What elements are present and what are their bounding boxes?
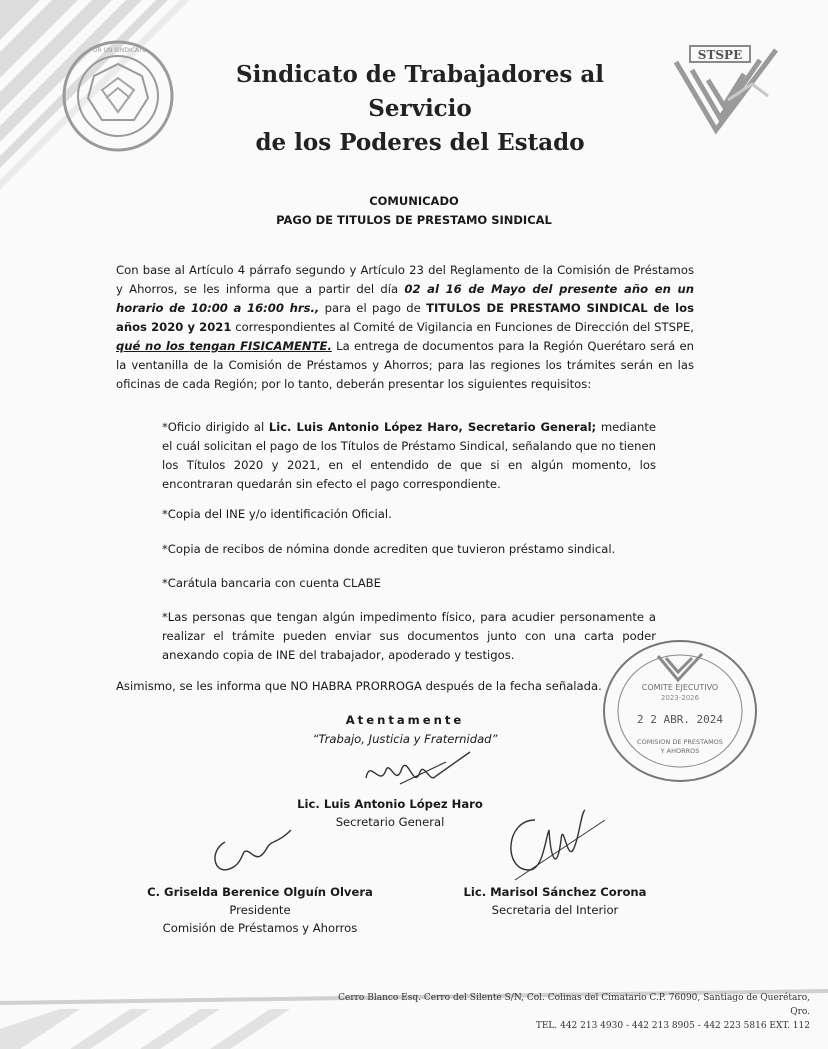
signatory-role: Presidente	[229, 903, 291, 917]
body-text-2: para el pago de	[319, 301, 427, 315]
signatory-role: Secretaria del Interior	[491, 903, 619, 917]
svg-text:Y AHORROS: Y AHORROS	[660, 747, 700, 755]
organization-name-line1: Sindicato de Trabajadores al Servicio	[236, 61, 604, 122]
signatory-sec-general	[260, 795, 520, 831]
requirement-2	[162, 505, 656, 524]
signatory-name: Lic. Marisol Sánchez Corona	[463, 885, 647, 899]
footer-contact	[320, 991, 810, 1033]
valediction	[0, 711, 810, 749]
signature-presidente	[205, 822, 305, 882]
footer-phones: TEL. 442 213 4930 - 442 213 8905 - 442 223 5816 EXT. 112	[535, 1021, 810, 1031]
body-emphasis: qué no los tengan FISICAMENTE.	[116, 339, 332, 353]
signatory-name: C. Griselda Berenice Olguín Olvera	[147, 885, 373, 899]
signatory-commission: Comisión de Préstamos y Ahorros	[162, 921, 358, 935]
requirement-1-c: mediante el cuál solicitan el pago de los Títulos de Préstamo Sindical, señalando que no tienen los Títulos 2020 y 2021, en el entendido de que si en algún momento, los encontraran quedarán sin efecto el pago correspondiente.	[162, 420, 657, 491]
stspe-logo	[672, 40, 782, 140]
requirement-5-text: *Las personas que tengan algún impedimento físico, para acudier personamente a realizar el trámite pueden enviar sus documentos junto con una carta poder anexando copia de INE del trabajador, apoderado y testigos.	[162, 610, 656, 662]
requirement-4-text: *Carátula bancaria con cuenta CLABE	[162, 576, 381, 590]
body-text-3: correspondientes al Comité de Vigilancia en Funciones de Dirección del STSPE,	[231, 320, 694, 334]
signature-sec-general	[360, 748, 480, 798]
organization-name	[185, 58, 655, 160]
requirement-1-addressee: Lic. Luis Antonio López Haro, Secretario General;	[268, 420, 597, 434]
footer-address: Cerro Blanco Esq. Cerro del Silente S/N, Col. Colinas del Cimatario C.P. 76090, Santiago de Querétaro, Qro.	[338, 993, 810, 1017]
requirement-5	[162, 608, 656, 665]
svg-text:2 2 ABR. 2024: 2 2 ABR. 2024	[636, 713, 724, 726]
body-titles: TITULOS DE PRESTAMO SINDICAL de los años 2020 y 2021	[116, 301, 694, 334]
signatory-presidente	[110, 883, 410, 937]
requirement-3	[162, 540, 656, 559]
signatory-role: Secretario General	[335, 815, 445, 829]
svg-text:COMITE EJECUTIVO: COMITE EJECUTIVO	[641, 683, 719, 692]
signatory-sec-interior	[440, 883, 670, 919]
requirement-1-a: *Oficio dirigido al	[162, 420, 269, 434]
body-text-4: La entrega de documentos para la Región Querétaro será en la ventanilla de la Comisión de Préstamos y Ahorros; para las regiones los trámites serán en las oficinas de cada Región; por lo tanto, deberán presentar los siguientes requisitos:	[116, 339, 694, 391]
requirement-4	[162, 574, 656, 593]
communique-subject: PAGO DE TITULOS DE PRESTAMO SINDICAL	[276, 213, 552, 227]
body-paragraph	[116, 261, 694, 394]
body-text-1: Con base al Artículo 4 párrafo segundo y Artículo 23 del Reglamento de la Comisión de Préstamos y Ahorros, se les informa que a partir del día	[116, 263, 694, 296]
svg-text:STSPE: STSPE	[697, 48, 743, 62]
requirement-1	[162, 418, 656, 494]
atentamente: Atentamente	[345, 713, 465, 727]
closing-note: Asimismo, se les informa que NO HABRA PRORROGA después de la fecha señalada.	[116, 679, 602, 693]
requirement-3-text: *Copia de recibos de nómina donde acrediten que tuvieron préstamo sindical.	[162, 542, 616, 556]
svg-text:POR UN SINDICATO: POR UN SINDICATO	[89, 47, 147, 54]
requirement-2-text: *Copia del INE y/o identificación Oficial.	[162, 507, 392, 521]
union-seal	[62, 40, 174, 152]
svg-text:COMISION DE PRESTAMOS: COMISION DE PRESTAMOS	[637, 738, 723, 746]
signatory-name: Lic. Luis Antonio López Haro	[297, 797, 483, 811]
body-dates: 02 al 16 de Mayo del presente año en un horario de 10:00 a 16:00 hrs.,	[116, 282, 695, 315]
communique-label: COMUNICADO	[369, 194, 459, 208]
motto: “Trabajo, Justicia y Fraternidad”	[312, 732, 498, 746]
communique-heading	[0, 192, 828, 230]
organization-name-line2: de los Poderes del Estado	[255, 129, 585, 156]
svg-text:2023-2026: 2023-2026	[660, 694, 700, 702]
